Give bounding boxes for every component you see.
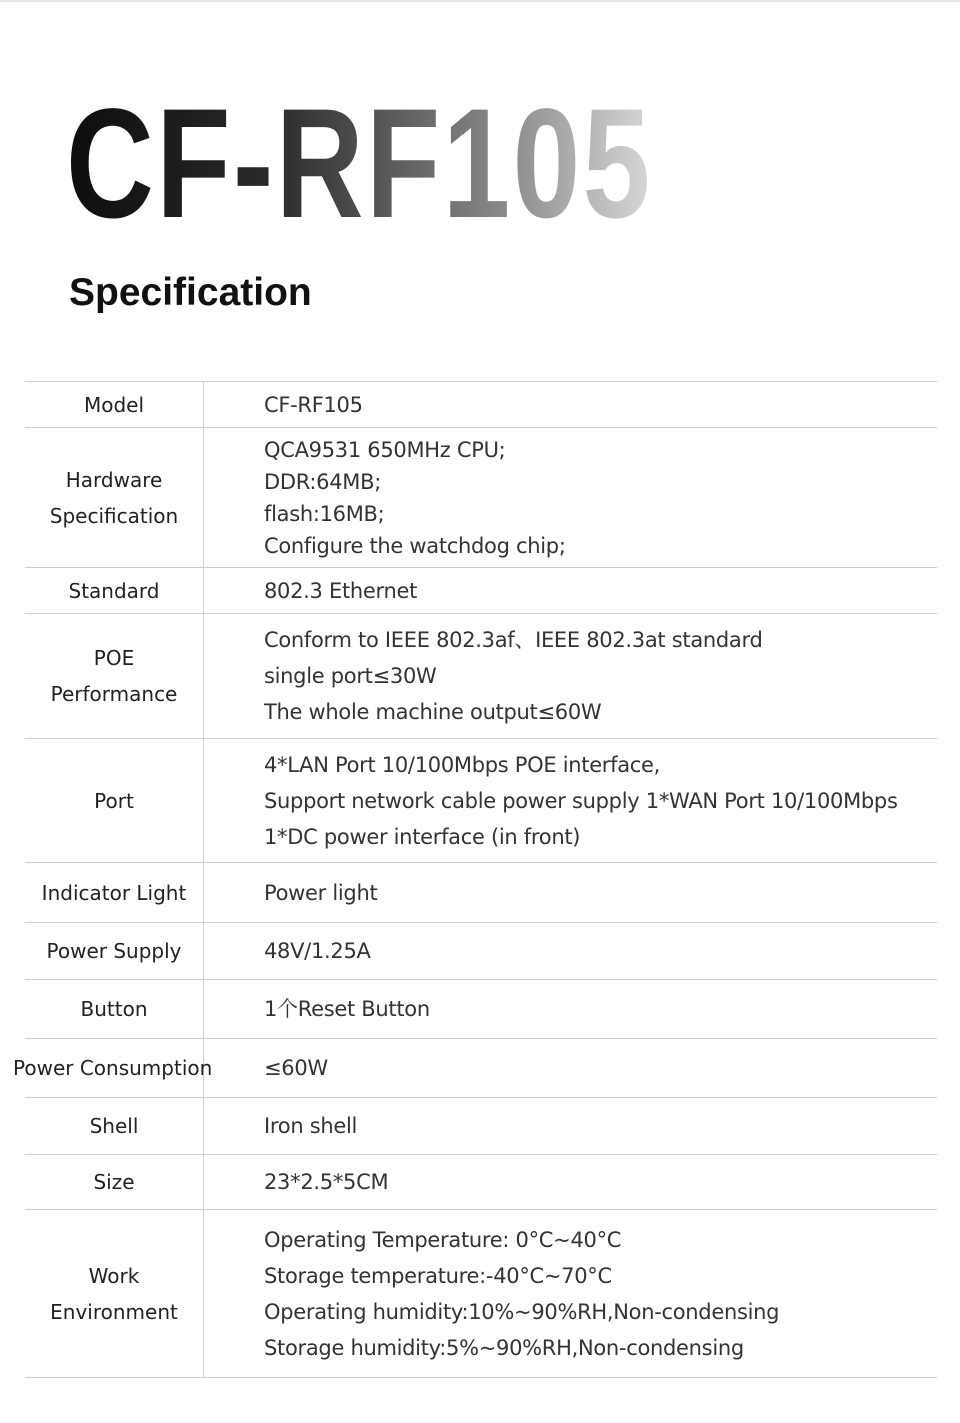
spec-row-power-supply [25, 923, 937, 980]
spec-label: Work Environment [25, 1210, 204, 1378]
spec-label: Standard [25, 568, 204, 614]
spec-row-size [25, 1155, 937, 1210]
spec-label: POE Performance [25, 614, 204, 739]
spec-row-poe [25, 614, 937, 739]
spec-label: Size [25, 1155, 204, 1210]
spec-row-port [25, 739, 937, 863]
spec-value: 23*2.5*5CM [264, 1170, 389, 1194]
spec-value: 802.3 Ethernet [264, 578, 418, 603]
spec-label: Shell [25, 1098, 204, 1155]
spec-table [13, 381, 937, 1378]
spec-label: Port [25, 739, 204, 863]
spec-label: Hardware Specification [25, 428, 204, 568]
spec-row-button [25, 980, 937, 1039]
spec-row-shell [25, 1098, 937, 1155]
spec-label: Power Consumption [25, 1039, 204, 1098]
spec-value: 4*LAN Port 10/100Mbps POE interface, Support network cable power supply 1*WAN Port 10/100Mbps 1*DC power interface (in front) [264, 752, 898, 849]
spec-value: CF-RF105 [264, 392, 363, 417]
spec-value: 48V/1.25A [264, 939, 371, 963]
spec-row-work-environment [25, 1210, 937, 1378]
spec-label: Button [25, 980, 204, 1039]
spec-value: Conform to IEEE 802.3af、IEEE 802.3at standard single port≤30W The whole machine output≤60W [264, 628, 763, 724]
spec-row-standard [25, 568, 937, 614]
spec-value: 1个Reset Button [264, 997, 430, 1021]
top-divider [0, 0, 960, 2]
spec-row-hardware [25, 428, 937, 568]
spec-row-model [25, 382, 937, 428]
spec-value: Power light [264, 880, 378, 905]
product-model-title: CF-RF105 [66, 77, 653, 251]
spec-value: Iron shell [264, 1114, 358, 1138]
spec-label: Power Supply [25, 923, 204, 980]
spec-value: QCA9531 650MHz CPU; DDR:64MB; flash:16MB; Configure the watchdog chip; [264, 437, 566, 558]
spec-label: Indicator Light [25, 863, 204, 923]
spec-row-power-consumption [25, 1039, 937, 1098]
spec-value: ≤60W [264, 1056, 328, 1080]
spec-value: Operating Temperature: 0°C~40°C Storage temperature:-40°C~70°C Operating humidity:10%~90%RH,Non-condensing Storage humidity:5%~90%RH,Non-condensing [264, 1227, 780, 1360]
spec-label: Model [25, 382, 204, 428]
section-title: Specification [69, 271, 312, 314]
spec-row-indicator [25, 863, 937, 923]
